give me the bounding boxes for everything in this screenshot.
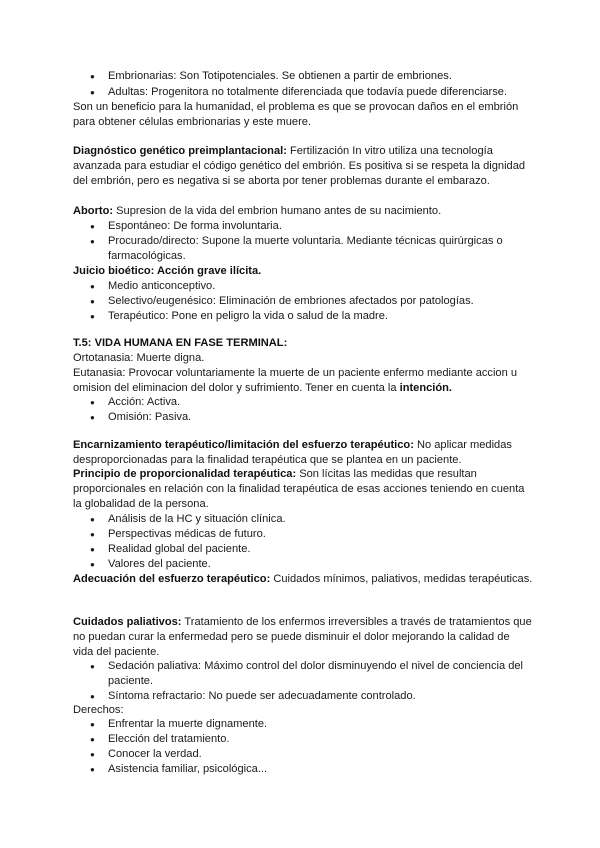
- list-item: ● Omisión: Pasiva.: [108, 410, 528, 425]
- heading: Principio de proporcionalidad terapéutica:: [73, 468, 297, 480]
- list-item: ● Asistencia familiar, psicológica...: [108, 762, 528, 777]
- paragraph-proporcionalidad: [73, 467, 533, 512]
- list-item: ● Conocer la verdad.: [108, 747, 528, 762]
- list-item: ● Perspectivas médicas de futuro.: [108, 527, 528, 542]
- list-item: ● Procurado/directo: Supone la muerte voluntaria. Mediante técnicas quirúrgicas o farmacológicas.: [108, 234, 528, 264]
- paragraph-text: Cuidados mínimos, paliativos, medidas terapéuticas.: [270, 573, 533, 585]
- paragraph-eutanasia: [73, 366, 533, 396]
- heading: Adecuación del esfuerzo terapéutico:: [73, 573, 271, 585]
- heading: Aborto:: [73, 205, 114, 217]
- heading: Encarnizamiento terapéutico/limitación del esfuerzo terapéutico:: [73, 439, 414, 451]
- paragraph-text: Eutanasia: Provocar voluntariamente la muerte de un paciente enfermo mediante accion u omision del eliminacion del dolor y sufrimiento. Tener en cuenta la: [73, 367, 518, 394]
- list-item: ● Enfrentar la muerte dignamente.: [108, 717, 528, 732]
- list-item: ● Realidad global del paciente.: [108, 542, 528, 557]
- list-item: ● Embrionarias: Son Totipotenciales. Se obtienen a partir de embriones.: [108, 69, 528, 84]
- heading-juicio: [73, 264, 533, 279]
- list-item: ● Terapéutico: Pone en peligro la vida o salud de la madre.: [108, 309, 528, 324]
- paragraph-text: Son lícitas las medidas que resultan proporcionales en relación con la finalidad terapéutica de esas acciones teniendo en cuenta la globalidad de la persona.: [73, 468, 525, 510]
- paragraph-dgp: [73, 144, 533, 189]
- list-item: ● Espontáneo: De forma involuntaria.: [108, 219, 528, 234]
- paragraph: Ortotanasia: Muerte digna.: [73, 352, 205, 364]
- list-item: ● Adultas: Progenitora no totalmente diferenciada que todavía puede diferenciarse.: [108, 85, 528, 100]
- paragraph: Son un beneficio para la humanidad, el problema es que se provocan daños en el embrión para obtener células embrionarias y este muere.: [73, 101, 519, 128]
- paragraph: Derechos:: [73, 704, 124, 716]
- emphasis: intención.: [399, 382, 453, 394]
- heading: Diagnóstico genético preimplantacional:: [73, 145, 287, 157]
- list-item: ● Medio anticonceptivo.: [108, 279, 528, 294]
- heading: T.5: VIDA HUMANA EN FASE TERMINAL:: [73, 337, 288, 349]
- paragraph-paliativos: [73, 615, 533, 660]
- list-item: ● Síntoma refractario: No puede ser adecuadamente controlado.: [108, 689, 528, 704]
- heading: Cuidados paliativos:: [73, 616, 182, 628]
- paragraph-aborto: [73, 204, 533, 219]
- list-item: ● Acción: Activa.: [108, 395, 528, 410]
- list-item: ● Sedación paliativa: Máximo control del dolor disminuyendo el nivel de conciencia del paciente.: [108, 659, 528, 689]
- section-heading: [73, 336, 533, 351]
- list-item: ● Valores del paciente.: [108, 557, 528, 572]
- list-item: ● Selectivo/eugenésico: Eliminación de embriones afectados por patologías.: [108, 294, 528, 309]
- heading: Juicio bioético: Acción grave ilícita.: [73, 265, 262, 277]
- paragraph-encarnizamiento: [73, 438, 533, 468]
- paragraph-text: No aplicar medidas desproporcionadas para la finalidad terapéutica que se plantea en un paciente.: [73, 439, 512, 466]
- list-item: ● Elección del tratamiento.: [108, 732, 528, 747]
- paragraph-adecuacion: [73, 572, 533, 587]
- paragraph-text: Tratamiento de los enfermos irreversibles a través de tratamientos que no puedan curar la enfermedad pero se puede disminuir el dolor mejorando la calidad de vida del paciente.: [73, 616, 532, 658]
- paragraph-text: Supresion de la vida del embrion humano antes de su nacimiento.: [113, 205, 442, 217]
- list-item: ● Análisis de la HC y situación clínica.: [108, 512, 528, 527]
- paragraph-text: Fertilización In vitro utiliza una tecnología avanzada para estudiar el código genético del embrión. Es positiva si se respeta la dignidad del embrión, pero es negativa si se aborta por tener problemas durante el embarazo.: [73, 145, 526, 187]
